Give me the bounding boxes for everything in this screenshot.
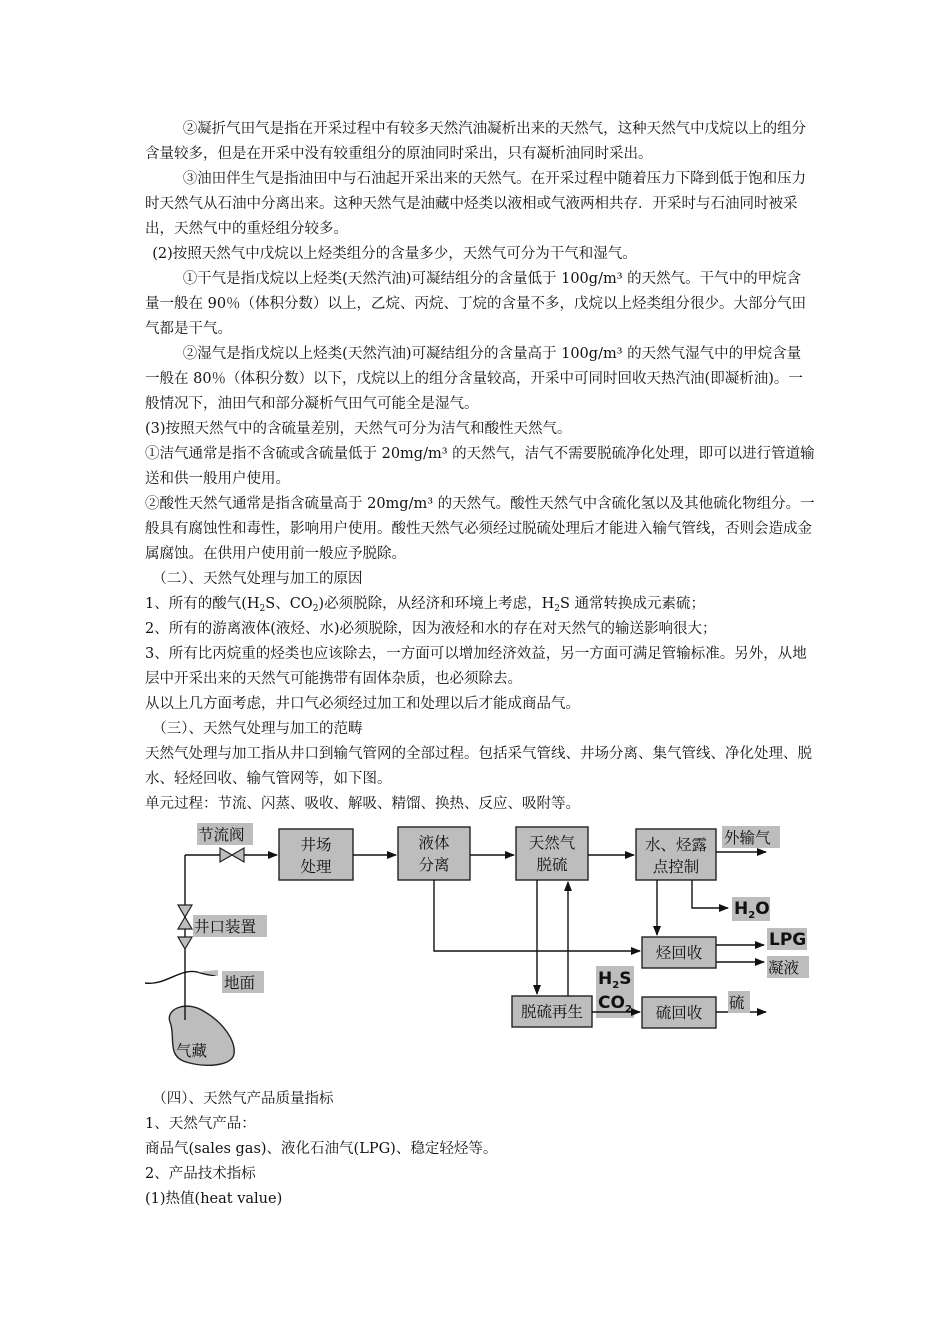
box1-line2: 处理 — [300, 858, 332, 876]
co2-label: $CO_2$ — [598, 993, 632, 1015]
wellhead-label: 井口装置 — [194, 918, 257, 936]
paragraph-dry-gas: ①干气是指戊烷以上烃类(天然汽油)可凝结组分的含量低于 100g/m³ 的天然气。干气中的甲烷含量一般在 90％（体积分数）以上，乙烷、丙烷、丁烷的含量不多，戊烷以上烃类组分很少。大部分气田气都是干气。 — [145, 271, 807, 337]
box4-line1: 水、烃露 — [644, 836, 708, 854]
paragraph-products-heading: 1、天然气产品： — [145, 1116, 256, 1132]
paragraph-specs-heading: 2、产品技术指标 — [145, 1166, 256, 1182]
paragraph-condensate-gas: ②凝折气田气是指在开采过程中有较多天然汽油凝析出来的天然气，这种天然气中戊烷以上的组分含量较多，但是在开采中没有较重组分的原油同时采出，只有凝析油同时采出。 — [145, 121, 807, 162]
paragraph-reason-2: 2、所有的游离液体(液烃、水)必须脱除，因为液烃和水的存在对天然气的输送影响很大； — [145, 621, 717, 637]
h2s-label: $H_2S$ — [598, 969, 632, 991]
section-heading-4: （四）、天然气产品质量指标 — [152, 1091, 334, 1107]
paragraph-dry-wet-intro: (2)按照天然气中戊烷以上烃类组分的含量多少，天然气可分为干气和湿气。 — [152, 246, 637, 262]
paragraph-wet-gas: ②湿气是指戊烷以上烃类(天然汽油)可凝结组分的含量高于 100g/m³ 的天然气湿气中的甲烷含量一般在 80％（体积分数）以下，戊烷以上的组分含量较高，开采中可同时回收天热汽油(即凝析油)。一般情况下，油田气和部分凝析气田气可能全是湿气。 — [145, 346, 803, 412]
throttle-valve-label: 节流阀 — [198, 826, 245, 844]
paragraph-reason-1: 1、所有的酸气($H_2S$、$CO_2$)必须脱除，从经济和环境上考虑，$H_2S$ 通常转换成元素硫； — [145, 596, 706, 614]
sulfur-label: 硫 — [729, 994, 745, 1012]
paragraph-sour-gas: ②酸性天然气通常是指含硫量高于 20mg/m³ 的天然气。酸性天然气中含硫化氢以及其他硫化物组分。一般具有腐蚀性和毒性，影响用户使用。酸性天然气必须经过脱硫处理后才能进入输气管线，否则会造成金属腐蚀。在供用户使用前一般应予脱除。 — [145, 496, 815, 562]
hc-recovery-label: 烃回收 — [655, 944, 703, 962]
section-heading-2: （二）、天然气处理与加工的原因 — [152, 571, 363, 587]
h2o-label: $H_2O$ — [734, 899, 770, 921]
paragraph-associated-gas: ③油田伴生气是指油田中与石油起开采出来的天然气。在开采过程中随着压力下降到低于饱和压力时天然气从石油中分离出来。这种天然气是油藏中烃类以液相或气液两相共存．开采时与石油同时被采出，天然气中的重烃组分较多。 — [145, 171, 807, 237]
document-body-bottom — [145, 1087, 815, 1212]
water-output-arrow — [692, 880, 728, 908]
throttle-valve-icon — [220, 848, 244, 862]
regen-label: 脱硫再生 — [520, 1003, 584, 1021]
sulfur-recovery-label: 硫回收 — [655, 1004, 703, 1022]
wellhead-valve-icon — [178, 905, 192, 949]
box4-line2: 点控制 — [652, 858, 700, 876]
box2-line2: 分离 — [418, 856, 450, 874]
paragraph-heat-value: (1)热值(heat value) — [145, 1191, 283, 1207]
paragraph-sulfur-intro: (3)按照天然气中的含硫量差别，天然气可分为洁气和酸性天然气。 — [145, 421, 572, 437]
paragraph-products: 商品气(sales gas)、液化石油气(LPG)、稳定轻烃等。 — [145, 1141, 498, 1157]
box1-line1: 井场 — [300, 836, 332, 854]
condensate-label: 凝液 — [768, 959, 800, 977]
export-gas-label: 外输气 — [724, 829, 771, 847]
box3-line2: 脱硫 — [536, 856, 568, 874]
paragraph-reason-3: 3、所有比丙烷重的烃类也应该除去，一方面可以增加经济效益，另一方面可满足管输标准。另外，从地层中开采出来的天然气可能携带有固体杂质，也必须除去。 — [145, 646, 807, 687]
paragraph-conclusion: 从以上几方面考虑，井口气必须经过加工和处理以后才能成商品气。 — [145, 696, 580, 712]
reservoir-label: 气藏 — [176, 1042, 208, 1060]
section-heading-3: （三）、天然气处理与加工的范畴 — [152, 721, 363, 737]
paragraph-sweet-gas: ①洁气通常是指不含硫或含硫量低于 20mg/m³ 的天然气，洁气不需要脱硫净化处理，即可以进行管道输送和供一般用户使用。 — [145, 446, 815, 487]
lpg-label: LPG — [769, 930, 807, 950]
box3-line1: 天然气 — [528, 834, 576, 852]
box2-line1: 液体 — [418, 834, 450, 852]
paragraph-unit-processes: 单元过程：节流、闪蒸、吸收、解吸、精馏、换热、反应、吸附等。 — [145, 796, 580, 812]
paragraph-scope: 天然气处理与加工指从井口到输气管网的全部过程。包括采气管线、井场分离、集气管线、净化处理、脱水、轻烃回收、输气管网等，如下图。 — [145, 746, 812, 787]
ground-label: 地面 — [224, 974, 256, 992]
